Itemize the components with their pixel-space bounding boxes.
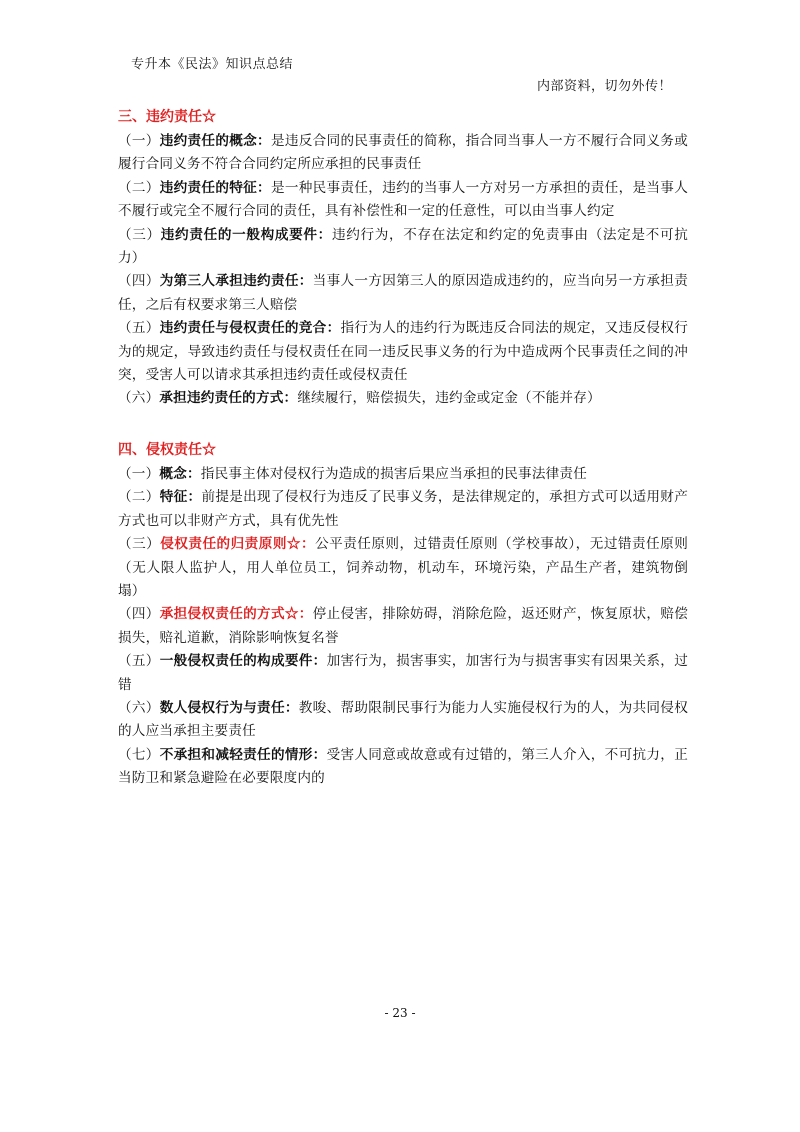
section-4-item-3 (118, 533, 688, 603)
section-3-item-4 (118, 270, 688, 317)
item-number: （三） (118, 226, 161, 243)
document-body (118, 104, 688, 791)
section-3-item-2 (118, 177, 688, 224)
item-term: 违约责任的概念： (159, 133, 271, 149)
item-text: 是一种民事责任，违约的当事人一方对另一方承担的责任，是当事人不履行或完全不履行合同的责任，具有补偿性和一定的任意性，可以由当事人约定 (118, 179, 688, 220)
item-term-highlighted: 侵权责任的归责原则☆： (160, 536, 316, 553)
section-3-item-1 (118, 130, 688, 177)
item-number: （五） (118, 653, 160, 670)
item-text: 指民事主体对侵权行为造成的损害后果应当承担的民事法律责任 (200, 465, 588, 482)
item-term: 承担违约责任的方式： (159, 390, 298, 407)
page-number: - 23 - (384, 1006, 416, 1020)
item-term: 违约责任的一般构成要件： (160, 226, 332, 243)
item-term: 为第三人承担违约责任： (159, 273, 313, 290)
item-text: 前提是出现了侵权行为违反了民事义务，是法律规定的，承担方式可以适用财产方式也可以非财产方式，具有优先性 (118, 489, 688, 529)
section-3-item-6 (118, 387, 688, 410)
item-term: 违约责任与侵权责任的竞合： (159, 320, 341, 337)
section-4-item-2 (118, 486, 688, 533)
item-number: （二） (118, 179, 160, 196)
item-number: （七） (118, 746, 160, 763)
item-number: （六） (118, 390, 160, 407)
header-doc-title: 专升本《民法》知识点总结 (131, 57, 294, 72)
item-term: 特征： (159, 489, 202, 506)
item-text: 停止侵害，排除妨碍，消除危险，返还财产，恢复原状，赔偿损失，赔礼道歉，消除影响恢复名誉 (118, 606, 688, 646)
item-number: （三） (118, 536, 161, 553)
section-4-item-1 (118, 463, 688, 486)
item-text: 公平责任原则，过错责任原则（学校事故），无过错责任原则（无人限人监护人，用人单位员工，饲养动物，机动车，环境污染，产品生产者，建筑物倒塌） (118, 536, 688, 599)
item-text: 受害人同意或故意或有过错的，第三人介入，不可抗力，正当防卫和紧急避险在必要限度内的 (118, 746, 688, 787)
item-text: 是违反合同的民事责任的简称，指合同当事人一方不履行合同义务或履行合同义务不符合合同约定所应承担的民事责任 (118, 133, 688, 173)
section-3-item-5 (118, 317, 688, 387)
item-text: 教唆、帮助限制民事行为能力人实施侵权行为的人，为共同侵权的人应当承担主要责任 (118, 699, 688, 740)
item-text: 继续履行，赔偿损失，违约金或定金（不能并存） (297, 390, 601, 407)
header-confidential-note: 内部资料，切勿外传！ (536, 79, 672, 94)
item-text: 指行为人的违约行为既违反合同法的规定，又违反侵权行为的规定，导致违约责任与侵权责任在同一违反民事义务的行为中造成两个民事责任之间的冲突，受害人可以请求其承担违约责任或侵权责任 (118, 320, 688, 384)
item-text: 违约行为，不存在法定和约定的免责事由（法定是不可抗力） (118, 226, 689, 267)
item-term-highlighted: 承担侵权责任的方式☆： (159, 606, 313, 623)
section-title-breach-liability: 三、违约责任☆ (118, 109, 216, 125)
item-term: 违约责任的特征： (159, 179, 271, 196)
item-number: （一） (118, 465, 160, 482)
section-4-item-6 (118, 697, 688, 744)
item-number: （二） (118, 489, 160, 506)
item-text: 加害行为，损害事实，加害行为与损害事实有因果关系，过错 (118, 653, 688, 693)
item-number: （一） (118, 133, 160, 149)
item-term: 一般侵权责任的构成要件： (159, 653, 327, 670)
section-3-item-3 (118, 224, 688, 271)
item-number: （四） (118, 606, 160, 623)
item-number: （五） (118, 320, 160, 337)
section-4-item-4 (118, 603, 688, 650)
item-term: 数人侵权行为与责任： (159, 699, 299, 716)
item-number: （四） (118, 273, 160, 290)
section-spacer (118, 411, 688, 437)
item-text: 当事人一方因第三人的原因造成违约的，应当向另一方承担责任，之后有权要求第三人赔偿 (118, 273, 688, 313)
item-number: （六） (118, 699, 160, 716)
item-term: 不承担和减轻责任的情形： (159, 746, 327, 763)
section-4-item-5 (118, 650, 688, 697)
item-term: 概念： (159, 465, 201, 482)
section-title-tort-liability: 四、侵权责任☆ (118, 441, 216, 458)
section-4-item-7 (118, 744, 688, 791)
